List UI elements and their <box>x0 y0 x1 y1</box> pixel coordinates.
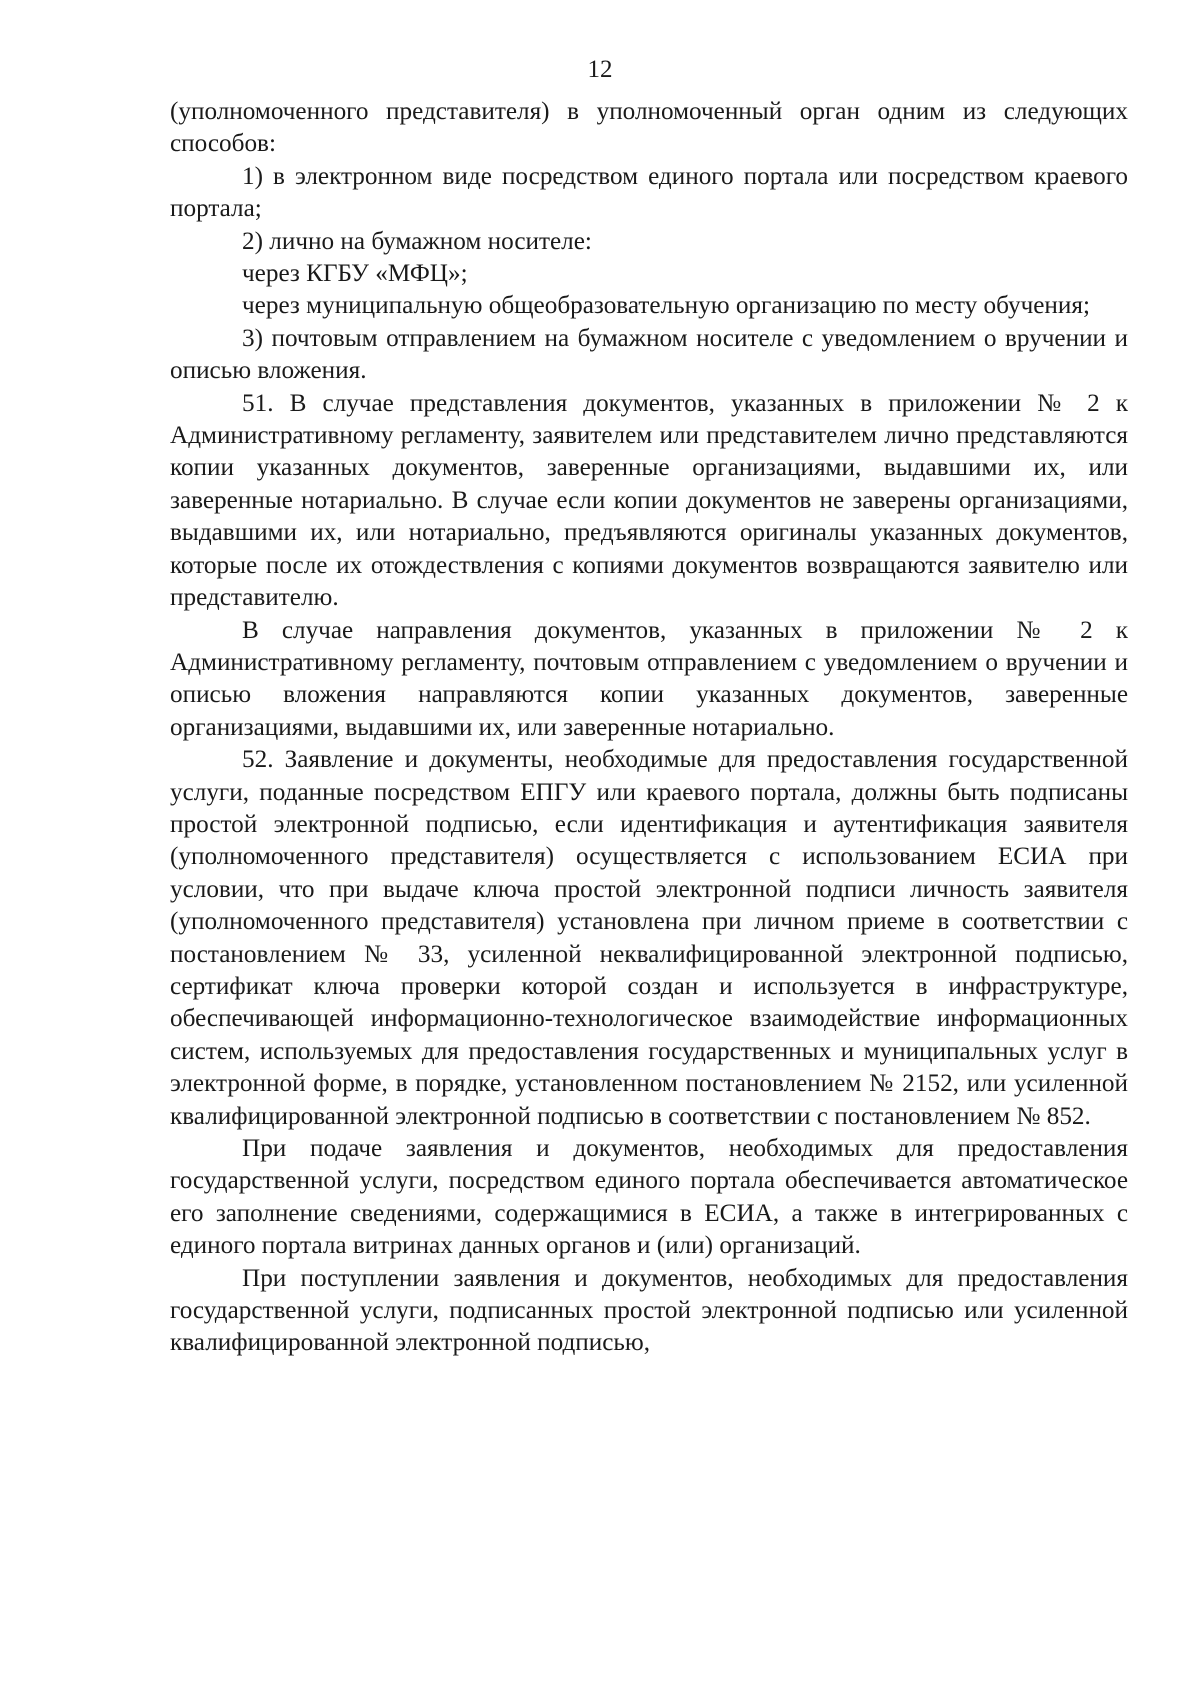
paragraph-method-2: 2) лично на бумажном носителе: <box>242 227 592 255</box>
paragraph-clause-52: 52. Заявление и документы, необходимые для предоставления государственной услуги, поданные посредством ЕПГУ или краевого портала, должны быть подписаны простой электронной подписью, если идентификация и аутентификация заявителя (уполномоченного представителя) осуществляется с использованием ЕСИА при условии, что при выдаче ключа простой электронной подписи личность заявителя (уполномоченного представителя) установлена при личном приеме в соответствии с постановлением № 33, усиленной неквалифицированной электронной подписью, сертификат ключа проверки которой создан и используется в инфраструктуре, обеспечивающей информационно-технологическое взаимодействие информационных систем, используемых для предоставления государственных и муниципальных услуг в электронной форме, в порядке, установленном постановлением № 2152, или усиленной квалифицированной электронной подписью в соответствии с постановлением № 852. <box>170 746 1128 1130</box>
paragraph-method-3: 3) почтовым отправлением на бумажном носителе с уведомлением о вручении и описью вложения. <box>170 324 1128 385</box>
page-number: 12 <box>587 56 613 83</box>
paragraph-method-2-school: через муниципальную общеобразовательную организацию по месту обучения; <box>242 292 1090 320</box>
paragraph-method-2-mfc: через КГБУ «МФЦ»; <box>242 260 468 288</box>
paragraph-method-1: 1) в электронном виде посредством единого портала или посредством краевого портала; <box>170 162 1128 223</box>
paragraph-autofill: При подаче заявления и документов, необходимых для предоставления государственной услуги, посредством единого портала обеспечивается автоматическое его заполнение сведениями, содержащимися в ЕСИА, а также в интегрированных с единого портала витринах данных органов и (или) организаций. <box>170 1135 1128 1260</box>
paragraph-continuation: (уполномоченного представителя) в уполномоченный орган одним из следующих способов: <box>170 98 1128 158</box>
paragraph-clause-51: 51. В случае представления документов, указанных в приложении № 2 к Административному регламенту, заявителем или представителем лично представляются копии указанных документов, заверенные организациями, выдавшими их, или заверенные нотариально. В случае если копии документов не заверены организациями, выдавшими их, или нотариально, предъявляются оригиналы указанных документов, которые после их отождествления с копиями документов возвращаются заявителю или представителю. <box>170 389 1128 612</box>
paragraph-clause-51-mail: В случае направления документов, указанных в приложении № 2 к Административному регламенту, почтовым отправлением с уведомлением о вручении и описью вложения направляются копии указанных документов, заверенные организациями, выдавшими их, или заверенные нотариально. <box>170 616 1128 741</box>
document-body <box>170 96 1128 1360</box>
paragraph-signed-submission: При поступлении заявления и документов, необходимых для предоставления государственной услуги, подписанных простой электронной подписью или усиленной квалифицированной электронной подписью, <box>170 1264 1128 1357</box>
